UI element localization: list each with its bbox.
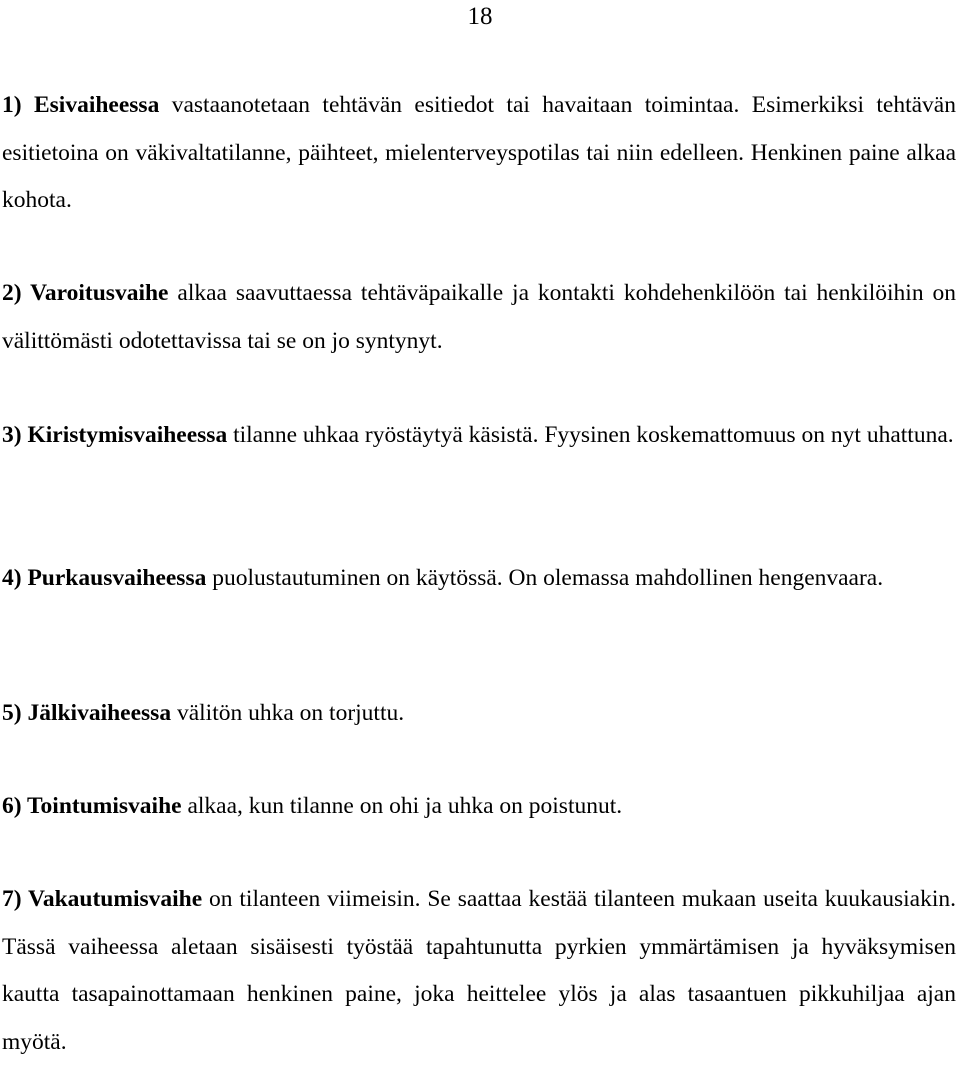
phase-number-7: 7): [2, 886, 29, 912]
phase-paragraph-1: [2, 82, 956, 225]
phase-text-5: välitön uhka on torjuttu.: [171, 700, 405, 726]
phase-text-7: on tilanteen viimeisin. Se saattaa kestää tilanteen mukaan useita kuukausiakin. Tässä vaiheessa aletaan sisäisesti työstää tapahtunutta pyrkien ymmärtämisen ja hyväksymisen kautta tasapainottamaan henkinen paine, joka heittelee ylös ja alas tasaantuen pikkuhiljaa ajan myötä.: [2, 886, 956, 1055]
phase-paragraph-7: [2, 876, 956, 1066]
phase-term-6: Tointumisvaihe: [27, 793, 182, 819]
phase-number-2: 2): [2, 280, 31, 306]
phase-label-6: [2, 793, 182, 819]
phase-label-1: [2, 92, 159, 118]
phase-label-4: [2, 565, 206, 591]
phase-term-2: Varoitusvaihe: [30, 280, 169, 306]
phase-number-5: 5): [2, 700, 28, 726]
phase-paragraph-5: [2, 690, 956, 738]
phase-paragraph-6: [2, 783, 956, 831]
phase-text-4: puolustautuminen on käytössä. On olemassa mahdollinen hengenvaara.: [206, 565, 884, 591]
phase-paragraph-3: [2, 412, 956, 460]
phase-text-2: alkaa saavuttaessa tehtäväpaikalle ja kontakti kohdehenkilöön tai henkilöihin on välittömästi odotettavissa tai se on jo syntynyt.: [2, 280, 956, 354]
phase-number-6: 6): [2, 793, 28, 819]
phase-label-7: [2, 886, 202, 912]
phase-paragraph-2: [2, 270, 956, 365]
phase-number-4: 4): [2, 565, 28, 591]
phase-text-3: tilanne uhkaa ryöstäytyä käsistä. Fyysinen koskemattomuus on nyt uhattuna.: [227, 422, 954, 448]
phase-term-7: Vakautumisvaihe: [28, 886, 203, 912]
phase-term-1: Esivaiheessa: [33, 92, 160, 118]
page-number: 18: [467, 3, 493, 30]
phase-label-2: [2, 280, 168, 306]
phase-label-3: [2, 422, 227, 448]
phase-text-1: vastaanotetaan tehtävän esitiedot tai havaitaan toimintaa. Esimerkiksi tehtävän esitietoina on väkivaltatilanne, päihteet, mielenterveyspotilas tai niin edelleen. Henkinen paine alkaa kohota.: [2, 92, 956, 213]
phase-term-4: Purkausvaiheessa: [27, 565, 207, 591]
phase-term-3: Kiristymisvaiheessa: [27, 422, 228, 448]
phase-text-6: alkaa, kun tilanne on ohi ja uhka on poistunut.: [181, 793, 623, 819]
phase-paragraph-4: [2, 555, 956, 603]
phase-term-5: Jälkivaiheessa: [27, 700, 172, 726]
phase-number-3: 3): [2, 422, 28, 448]
phase-number-1: 1): [2, 92, 34, 118]
phase-label-5: [2, 700, 171, 726]
